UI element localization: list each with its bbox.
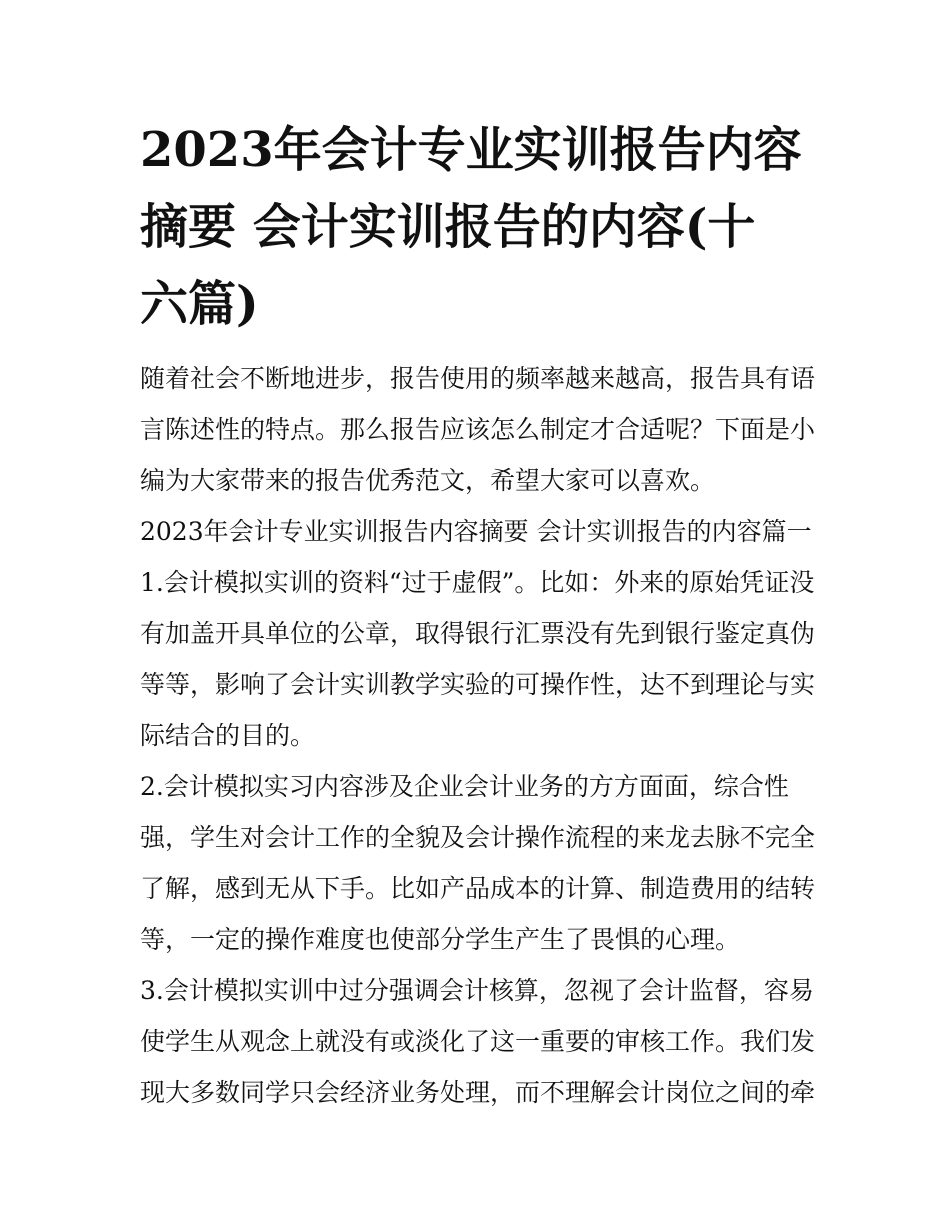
text-line: 有加盖开具单位的公章，取得银行汇票没有先到银行鉴定真伪 [140,619,816,648]
text-line: 1.会计模拟实训的资料“过于虚假”。比如：外来的原始凭证没 [140,568,815,597]
text-line: 了解，感到无从下手。比如产品成本的计算、制造费用的结转 [140,874,816,903]
document-body [140,353,820,1118]
title-line: 摘要 会计实训报告的内容(十 [140,199,756,255]
text-line: 2.会计模拟实习内容涉及企业会计业务的方方面面，综合性 [140,772,789,801]
text-line: 等等，影响了会计实训教学实验的可操作性，达不到理论与实 [140,670,816,699]
point-2-paragraph [140,761,820,965]
text-line: 使学生从观念上就没有或淡化了这一重要的审核工作。我们发 [140,1027,816,1056]
text-line: 言陈述性的特点。那么报告应该怎么制定才合适呢？下面是小 [140,415,816,444]
text-line: 强，学生对会计工作的全貌及会计操作流程的来龙去脉不完全 [140,823,816,852]
point-3-paragraph [140,965,820,1118]
title-line: 2023年会计专业实训报告内容 [140,122,802,178]
text-line: 现大多数同学只会经济业务处理，而不理解会计岗位之间的牵 [140,1078,816,1107]
intro-paragraph [140,353,820,506]
document-title [140,112,820,343]
section-heading [140,506,820,557]
text-line: 2023年会计专业实训报告内容摘要 会计实训报告的内容篇一 [140,517,812,546]
title-line: 六篇) [140,276,259,332]
point-1-paragraph [140,557,820,761]
text-line: 编为大家带来的报告优秀范文，希望大家可以喜欢。 [140,466,716,495]
text-line: 随着社会不断地进步，报告使用的频率越来越高，报告具有语 [140,364,816,393]
text-line: 3.会计模拟实训中过分强调会计核算，忽视了会计监督，容易 [140,976,814,1005]
text-line: 等，一定的操作难度也使部分学生产生了畏惧的心理。 [140,925,741,954]
document-content [140,112,820,1118]
text-line: 际结合的目的。 [140,721,316,750]
